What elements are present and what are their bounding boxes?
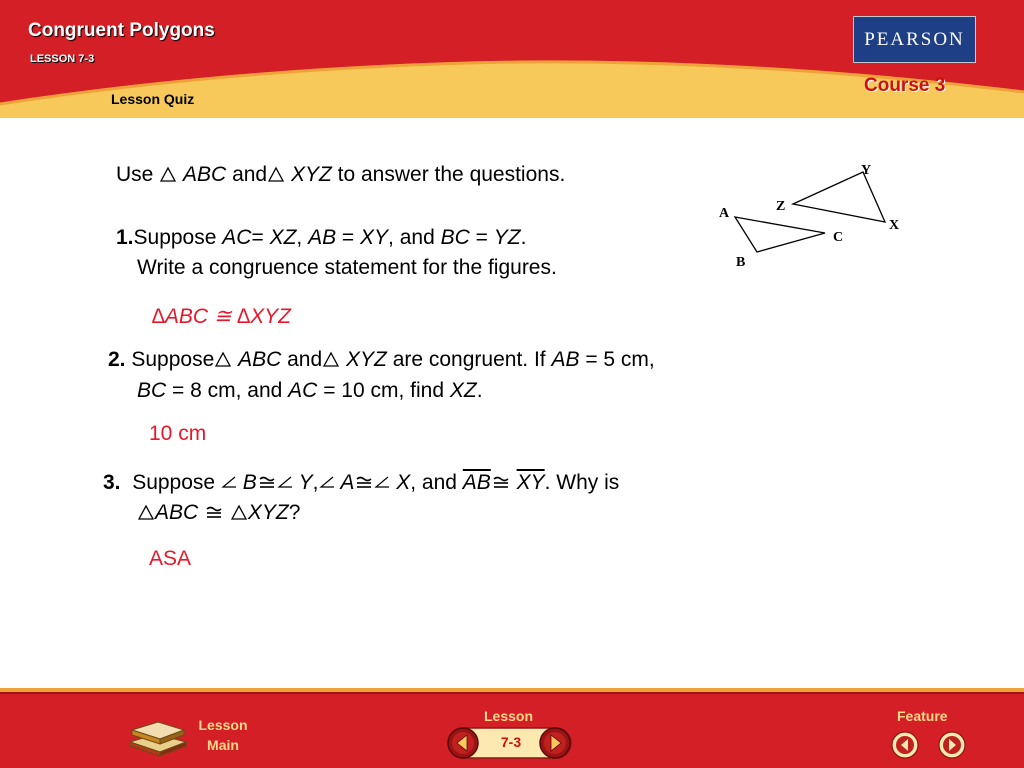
vertex-label-y: Y (861, 163, 872, 178)
triangle-symbol-icon (159, 166, 177, 182)
congruent-symbol-icon (491, 475, 511, 489)
vertex-label-x: X (889, 218, 900, 233)
triangle-symbol-icon (322, 351, 340, 367)
angle-symbol-icon (374, 475, 390, 489)
arrow-right-icon (938, 731, 966, 759)
feature-nav-label: Feature (897, 708, 948, 724)
question-3-line-2: ABC XYZ? (137, 501, 300, 525)
lesson-page-number: 7-3 (500, 734, 522, 750)
question-3: 3. Suppose B Y, A X, and $\overline{AB}$ $\overline{XY}$. Why is (103, 471, 620, 494)
vertex-label-c: C (833, 230, 844, 245)
lesson-nav-label: Lesson (484, 708, 534, 724)
feature-prev-button[interactable] (891, 731, 919, 759)
congruent-symbol-icon (204, 505, 224, 519)
feature-next-button[interactable] (938, 731, 966, 759)
lesson-next-button[interactable] (538, 726, 572, 760)
intro-text: Use ABC and XYZ to answer the questions. (116, 163, 566, 186)
congruent-symbol-icon (354, 475, 374, 489)
page-title: Congruent Polygons (28, 20, 215, 41)
angle-symbol-icon (319, 475, 335, 489)
vertex-label-z: Z (776, 199, 786, 214)
question-1: 1.Suppose AC= XZ, AB = XY, and BC = YZ. (116, 226, 527, 249)
angle-symbol-icon (221, 475, 237, 489)
vertex-label-b: B (736, 255, 746, 270)
header-banner (0, 0, 1024, 118)
question-1-line-2: Write a congruence statement for the figures. (137, 256, 557, 279)
question-2-line-2: BC = 8 cm, and AC = 10 cm, find XZ. (137, 379, 483, 402)
arrow-right-icon (538, 726, 572, 760)
triangle-symbol-icon (267, 166, 285, 182)
question-2: 2. Suppose ABC and XYZ are congruent. If AB = 5 cm, (108, 348, 655, 371)
lesson-prev-button[interactable] (446, 726, 480, 760)
section-title: Lesson Quiz (111, 91, 195, 107)
congruent-symbol-icon (257, 475, 277, 489)
triangle-symbol-icon (137, 504, 155, 520)
lesson-main-label: Lesson Main (198, 717, 248, 753)
books-icon (126, 712, 190, 758)
arrow-left-icon (891, 731, 919, 759)
course-label: Course 3 (864, 75, 946, 96)
arrow-left-icon (446, 726, 480, 760)
angle-symbol-icon (277, 475, 293, 489)
lesson-number: LESSON 7-3 (30, 53, 95, 65)
answer-2: 10 cm (149, 422, 207, 445)
answer-3: ASA (149, 547, 192, 570)
triangle-symbol-icon (230, 504, 248, 520)
answer-1: ∆ABC ≅ ∆XYZ (152, 305, 291, 328)
vertex-label-a: A (719, 206, 730, 221)
lesson-main-button[interactable] (126, 712, 266, 760)
triangle-symbol-icon (214, 351, 232, 367)
pearson-logo: PEARSON (853, 16, 976, 63)
triangles-figure (715, 160, 915, 275)
